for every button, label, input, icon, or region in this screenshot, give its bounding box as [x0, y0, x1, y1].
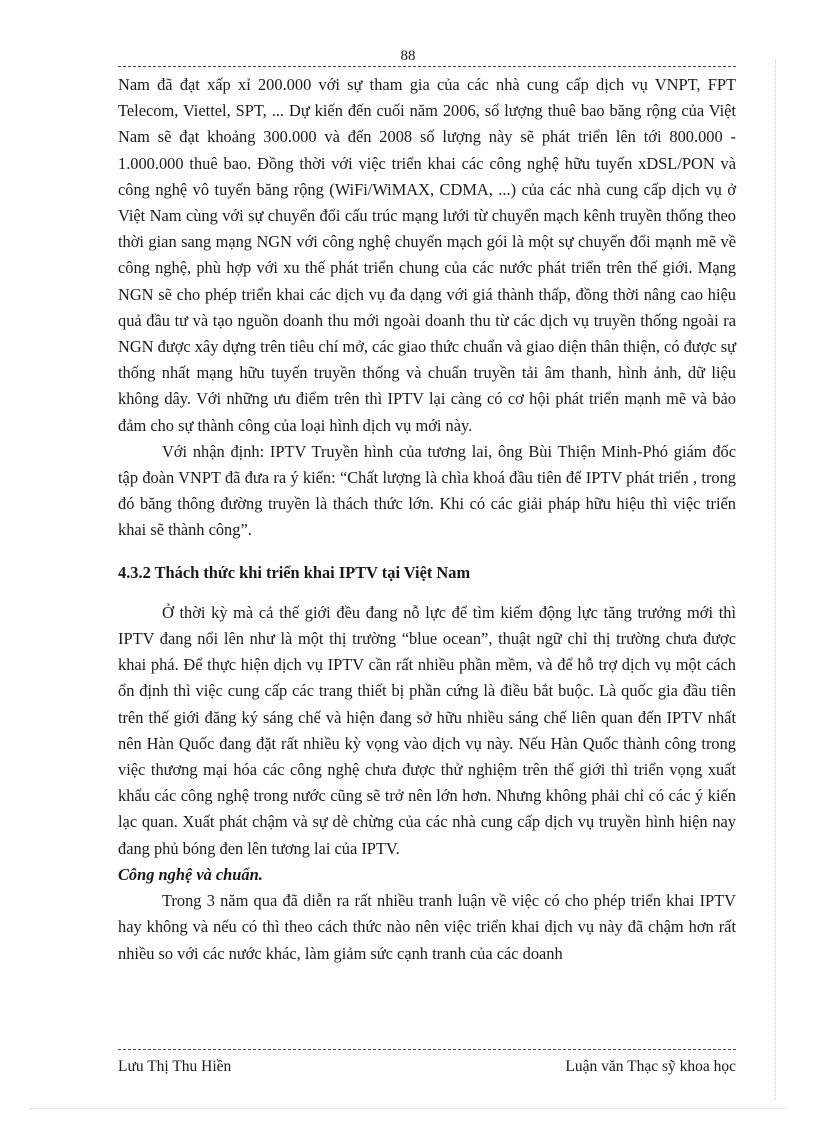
footer-author: Lưu Thị Thu Hiền	[118, 1058, 232, 1075]
body-paragraph-1: Nam đã đạt xấp xỉ 200.000 với sự tham gia của các nhà cung cấp dịch vụ VNPT, FPT Telecom, Viettel, SPT, ... Dự kiến đến cuối năm 2006, số lượng thuê bao băng rộng của Việt Nam sẽ đạt khoảng 300.000 và đến 2008 số lượng này sẽ phát triển lên tới 800.000 - 1.000.000 thuê bao. Đồng thời với việc triển khai các công nghệ hữu tuyến xDSL/PON và công nghệ vô tuyến băng rộng (WiFi/WiMAX, CDMA, ...) của các nhà cung cấp dịch vụ ở Việt Nam cùng với sự chuyển đổi cấu trúc mạng lưới từ chuyển mạch kênh truyền thống theo thời gian sang mạng NGN với công nghệ chuyển mạch gói là một sự chuyển đổi mạnh mẽ về công nghệ, phù hợp với xu thế phát triển chung của các nước phát triển trên thế giới. Mạng NGN sẽ cho phép triển khai các dịch vụ đa dạng với giá thành thấp, đồng thời nâng cao hiệu quả đầu tư và tạo nguồn doanh thu mới ngoài doanh thu từ các dịch vụ truyền thống ngoài ra NGN được xây dựng trên tiêu chí mở, các giao thức chuẩn và giao diện thân thiện, có được sự thống nhất mạng hữu tuyến truyền thống và chuẩn truyền tải âm thanh, hình ảnh, dữ liệu không dây. Với những ưu điểm trên thì IPTV lại càng có cơ hội phát triển mạnh mẽ và bảo đảm cho sự thành công của loại hình dịch vụ mới này.	[118, 75, 736, 435]
sub-heading: Công nghệ và chuẩn.	[118, 864, 263, 884]
section-heading: 4.3.2 Thách thức khi triển khai IPTV tại Việt Nam	[118, 562, 471, 582]
page-number: 88	[400, 48, 416, 64]
body-paragraph-2: Với nhận định: IPTV Truyền hình của tương lai, ông Bùi Thiện Minh-Phó giám đốc tập đoàn VNPT đã đưa ra ý kiến: “Chất lượng là chìa khoá đầu tiên để IPTV phát triển , trong đó băng thông đường truyền là thách thức lớn. Khi có các giải pháp hữu hiệu thì việc triển khai sẽ thành công”.	[118, 441, 736, 540]
page-edge-bottom	[30, 1108, 786, 1109]
page-edge-right	[775, 60, 776, 1100]
footer-thesis-title: Luận văn Thạc sỹ khoa học	[565, 1058, 736, 1075]
body-paragraph-4: Trong 3 năm qua đã diễn ra rất nhiều tranh luận về việc có cho phép triển khai IPTV hay không và nếu có thì theo cách thức nào nên việc triển khai dịch vụ này đã chậm hơn rất nhiều so với các nước khác, làm giảm sức cạnh tranh của các doanh	[118, 891, 736, 963]
body-paragraph-3: Ở thời kỳ mà cả thế giới đều đang nỗ lực để tìm kiếm động lực tăng trưởng mới thì IPTV đang nổi lên như là một thị trường “blue ocean”, thuật ngữ chỉ thị trường chưa được khai phá. Để thực hiện dịch vụ IPTV cần rất nhiều phần mềm, và để hỗ trợ dịch vụ một cách ổn định thì việc cung cấp các trang thiết bị phần cứng là điều bắt buộc. Là quốc gia đầu tiên trên thế giới đăng ký sáng chế và hiện đang sở hữu nhiều sáng chế liên quan đến IPTV nhất nên Hàn Quốc đang đặt rất nhiều kỳ vọng vào dịch vụ này. Nếu Hàn Quốc thành công trong việc thương mại hóa các công nghệ chưa được thử nghiệm trên thế giới thì triển vọng xuất khẩu các công nghệ trong nước cũng sẽ trở nên lớn hơn. Nhưng không phải chỉ có các ý kiến lạc quan. Xuất phát chậm và sự dè chừng của các nhà cung cấp dịch vụ truyền hình hiện nay đang phủ bóng đen lên tương lai của IPTV.	[118, 602, 736, 858]
document-body	[118, 72, 736, 967]
header-divider	[118, 66, 736, 67]
footer-divider	[118, 1049, 736, 1050]
